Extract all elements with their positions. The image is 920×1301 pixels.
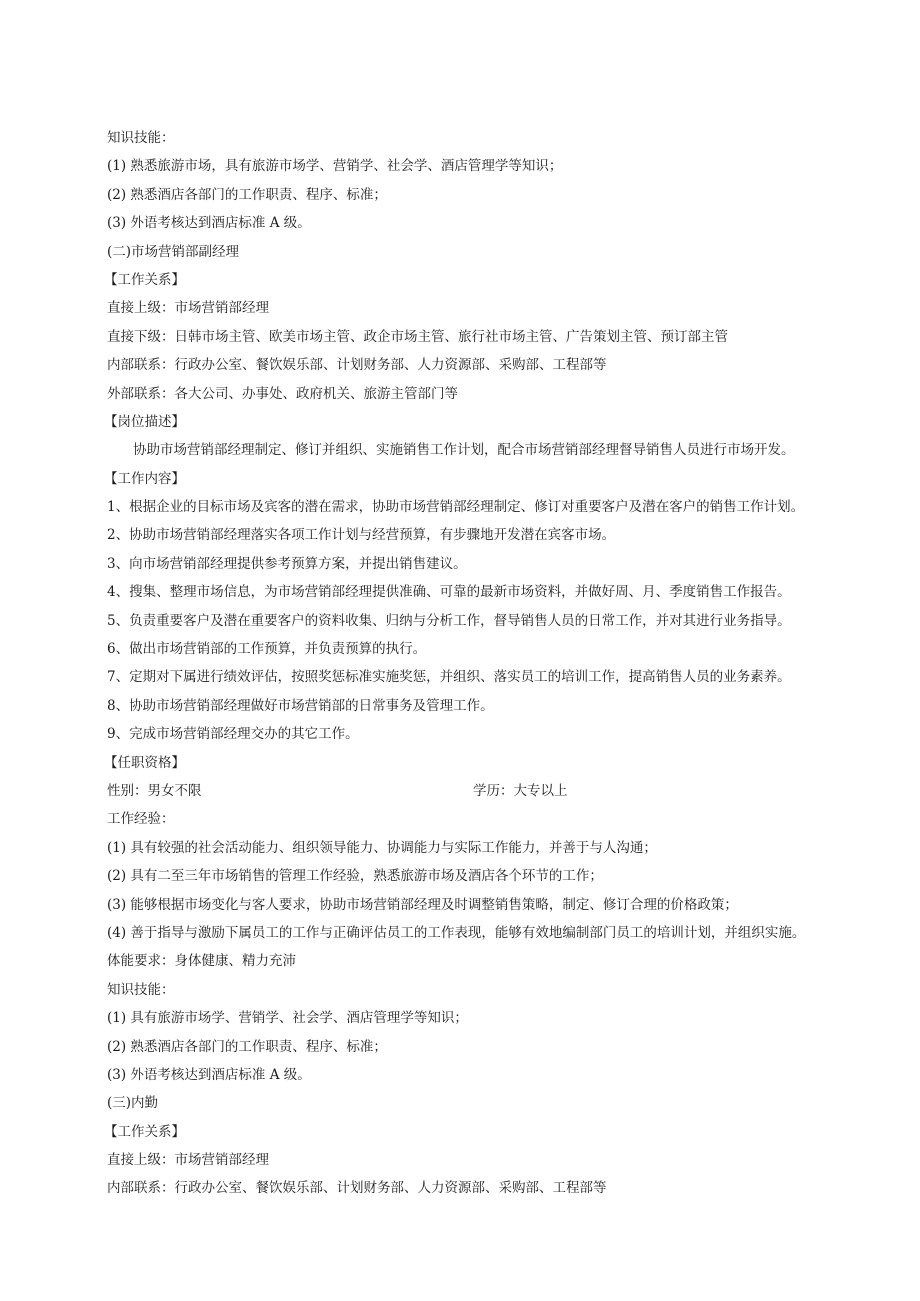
- work-content-heading: 【工作内容】: [104, 470, 185, 487]
- physical-requirement: 体能要求：身体健康、精力充沛: [107, 953, 296, 970]
- work-experience-item-2: (2) 具有二至三年市场销售的管理工作经验，熟悉旅游市场及酒店各个环节的工作；: [107, 868, 603, 885]
- section-title-clerk: (三)内勤: [107, 1095, 159, 1112]
- deputy-knowledge-item-3: (3) 外语考核达到酒店标准 A 级。: [107, 1066, 311, 1083]
- knowledge-item-1: (1) 熟悉旅游市场，具有旅游市场学、营销学、社会学、酒店管理学等知识；: [107, 158, 563, 175]
- knowledge-item-3: (3) 外语考核达到酒店标准 A 级。: [107, 215, 311, 232]
- deputy-knowledge-title: 知识技能：: [107, 981, 175, 998]
- qualifications-heading: 【任职资格】: [104, 754, 185, 771]
- job-description-heading: 【岗位描述】: [104, 413, 185, 430]
- work-content-item-2: 2、协助市场营销部经理落实各项工作计划与经营预算，有步骤地开发潜在宾客市场。: [107, 527, 616, 544]
- deputy-knowledge-item-1: (1) 具有旅游市场学、营销学、社会学、酒店管理学等知识；: [107, 1010, 468, 1027]
- document-page: [104, 124, 867, 1203]
- clerk-internal-contacts: 内部联系：行政办公室、餐饮娱乐部、计划财务部、人力资源部、采购部、工程部等: [107, 1180, 607, 1197]
- work-content-item-1: 1、根据企业的目标市场及宾客的潜在需求，协助市场营销部经理制定、修订对重要客户及潜在客户的销售工作计划。: [107, 499, 805, 516]
- direct-subordinates: 直接下级：日韩市场主管、欧美市场主管、政企市场主管、旅行社市场主管、广告策划主管、预订部主管: [107, 328, 728, 345]
- gender-requirement: 性别：男女不限: [107, 782, 202, 799]
- knowledge-skills-title: 知识技能：: [107, 130, 175, 146]
- deputy-knowledge-item-2: (2) 熟悉酒店各部门的工作职责、程序、标准；: [107, 1038, 387, 1055]
- clerk-direct-superior: 直接上级：市场营销部经理: [107, 1152, 269, 1169]
- gender-education-row: [107, 777, 867, 805]
- work-content-item-6: 6、做出市场营销部的工作预算，并负责预算的执行。: [107, 641, 427, 658]
- work-content-item-8: 8、协助市场营销部经理做好市场营销部的日常事务及管理工作。: [107, 697, 494, 714]
- work-experience-item-3: (3) 能够根据市场变化与客人要求，协助市场营销部经理及时调整销售策略，制定、修订合理的价格政策；: [107, 896, 738, 913]
- job-description-text: 协助市场营销部经理制定、修订并组织、实施销售工作计划，配合市场营销部经理督导销售人员进行市场开发。: [133, 442, 795, 459]
- work-content-item-4: 4、搜集、整理市场信息，为市场营销部经理提供准确、可靠的最新市场资料，并做好周、月、季度销售工作报告。: [107, 584, 791, 601]
- work-experience-item-4: (4) 善于指导与激励下属员工的工作与正确评估员工的工作表现，能够有效地编制部门员工的培训计划，并组织实施。: [107, 924, 806, 941]
- work-content-item-9: 9、完成市场营销部经理交办的其它工作。: [107, 726, 359, 743]
- work-content-item-5: 5、负责重要客户及潜在重要客户的资料收集、归纳与分析工作，督导销售人员的日常工作，并对其进行业务指导。: [107, 612, 791, 629]
- external-contacts: 外部联系：各大公司、办事处、政府机关、旅游主管部门等: [107, 385, 458, 402]
- education-requirement: 学历：大专以上: [473, 782, 568, 799]
- work-experience-item-1: (1) 具有较强的社会活动能力、组织领导能力、协调能力与实际工作能力，并善于与人沟通；: [107, 839, 657, 856]
- work-relations-heading: 【工作关系】: [104, 271, 185, 288]
- knowledge-item-2: (2) 熟悉酒店各部门的工作职责、程序、标准；: [107, 186, 387, 203]
- clerk-work-relations-heading: 【工作关系】: [104, 1123, 185, 1140]
- section-title-deputy-manager: (二)市场营销部副经理: [107, 243, 240, 260]
- work-content-item-7: 7、定期对下属进行绩效评估，按照奖惩标准实施奖惩，并组织、落实员工的培训工作，提高销售人员的业务素养。: [107, 669, 791, 686]
- internal-contacts: 内部联系：行政办公室、餐饮娱乐部、计划财务部、人力资源部、采购部、工程部等: [107, 357, 607, 374]
- work-experience-title: 工作经验：: [107, 811, 175, 828]
- work-content-item-3: 3、向市场营销部经理提供参考预算方案，并提出销售建议。: [107, 555, 467, 572]
- direct-superior: 直接上级：市场营销部经理: [107, 300, 269, 317]
